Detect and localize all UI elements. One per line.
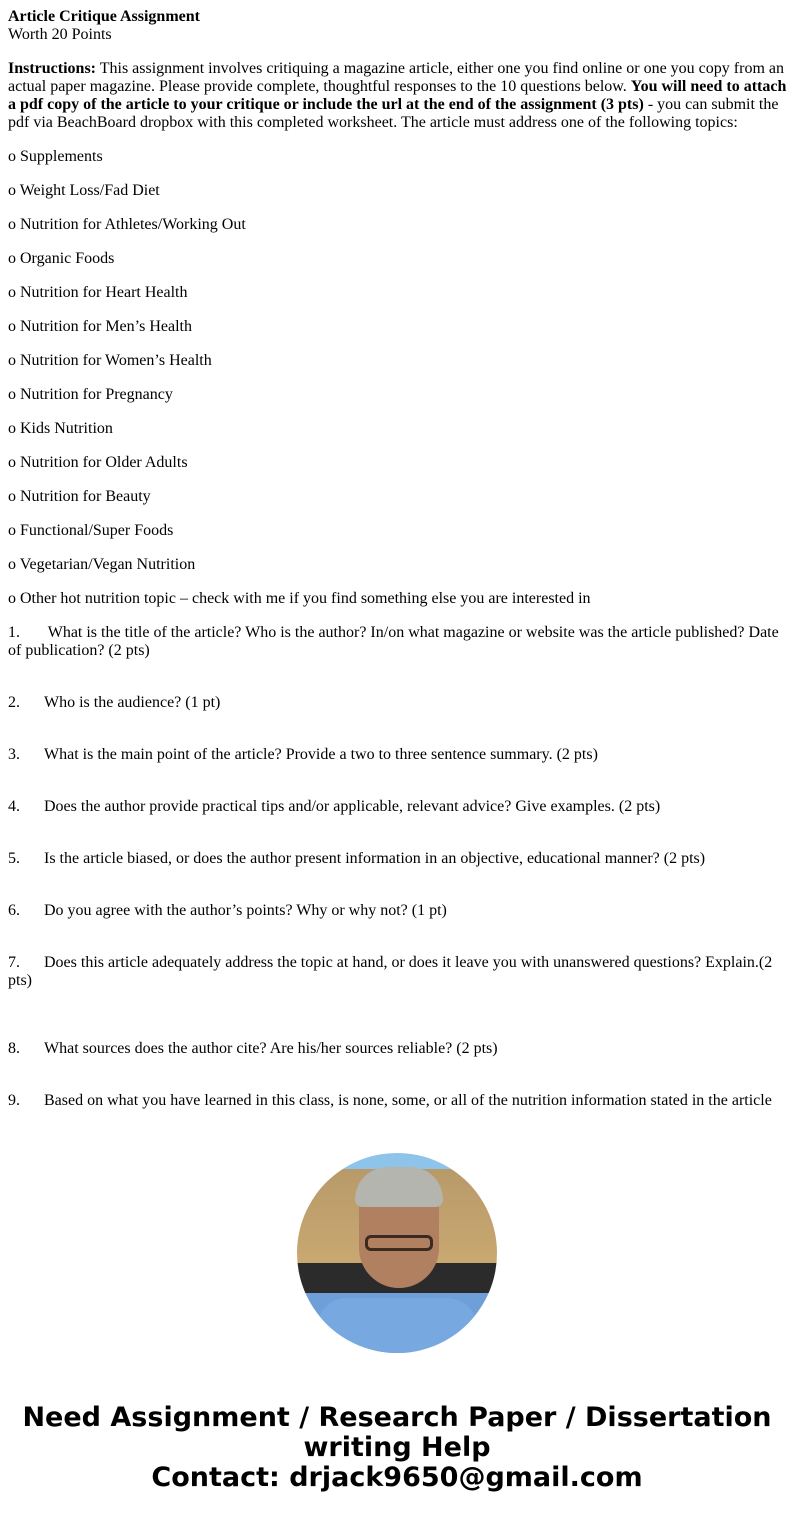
question-number: 1.	[8, 624, 20, 641]
question-item	[8, 798, 788, 816]
document-worth: Worth 20 Points	[8, 26, 112, 43]
instructions-label: Instructions:	[8, 60, 97, 77]
contact-banner	[0, 1403, 794, 1493]
question-number: 8.	[8, 1040, 20, 1057]
topic-item: o Nutrition for Pregnancy	[8, 386, 173, 403]
question-item	[8, 1040, 788, 1058]
avatar-shirt	[317, 1298, 477, 1353]
question-number: 2.	[8, 694, 20, 711]
topic-item: o Nutrition for Heart Health	[8, 284, 188, 301]
topic-item: o Nutrition for Men’s Health	[8, 318, 192, 335]
question-list	[8, 624, 788, 1110]
question-item	[8, 694, 788, 712]
topic-item: o Organic Foods	[8, 250, 115, 267]
banner-headline: Need Assignment / Research Paper / Dissertation writing Help	[22, 1402, 772, 1463]
question-text: What is the main point of the article? Provide a two to three sentence summary. (2 pts)	[44, 746, 598, 763]
topic-item: o Nutrition for Athletes/Working Out	[8, 216, 246, 233]
question-number: 7.	[8, 954, 20, 971]
instructions-text-end: - you can submit the pdf via BeachBoard dropbox with this completed worksheet. The article must address one of the following topics:	[8, 96, 779, 131]
question-item	[8, 1092, 788, 1110]
instructions-text: This assignment involves critiquing a magazine article, either one you find online or one you copy from an actual paper magazine. Please provide complete, thoughtful responses to the 10 questions below.	[8, 60, 784, 95]
avatar-glasses	[365, 1235, 433, 1251]
question-text: Based on what you have learned in this class, is none, some, or all of the nutrition information stated in the article	[44, 1092, 772, 1109]
question-text: Do you agree with the author’s points? Why or why not? (1 pt)	[44, 902, 447, 919]
topic-item: o Nutrition for Beauty	[8, 488, 151, 505]
topic-item: o Functional/Super Foods	[8, 522, 174, 539]
question-item	[8, 954, 788, 990]
question-number: 3.	[8, 746, 20, 763]
question-text: Does this article adequately address the topic at hand, or does it leave you with unanswered questions? Explain.(2 pts)	[8, 954, 773, 989]
question-item	[8, 746, 788, 764]
question-number: 4.	[8, 798, 20, 815]
question-number: 9.	[8, 1092, 20, 1109]
question-text: Does the author provide practical tips and/or applicable, relevant advice? Give examples. (2 pts)	[44, 798, 661, 815]
topic-item: o Supplements	[8, 148, 103, 165]
avatar-hair	[355, 1167, 443, 1207]
question-number: 5.	[8, 850, 20, 867]
topic-item: o Kids Nutrition	[8, 420, 113, 437]
topic-item: o Other hot nutrition topic – check with me if you find something else you are interested in	[8, 590, 591, 607]
document-header	[8, 8, 788, 44]
question-text: What sources does the author cite? Are his/her sources reliable? (2 pts)	[44, 1040, 498, 1057]
topic-item: o Vegetarian/Vegan Nutrition	[8, 556, 196, 573]
question-item	[8, 850, 788, 868]
question-text: Who is the audience? (1 pt)	[44, 694, 221, 711]
author-avatar	[297, 1153, 497, 1353]
topic-item: o Nutrition for Older Adults	[8, 454, 188, 471]
instructions-bold: You will need to attach a pdf copy of the article to your critique or include the url at the end of the assignment (3 pts)	[8, 78, 787, 113]
document-title: Article Critique Assignment	[8, 8, 200, 25]
question-item	[8, 902, 788, 920]
banner-contact: Contact: drjack9650@gmail.com	[151, 1462, 643, 1493]
topic-item: o Weight Loss/Fad Diet	[8, 182, 160, 199]
question-text: What is the title of the article? Who is the author? In/on what magazine or website was the article published? Date of publication? (2 pts)	[8, 624, 779, 659]
question-item	[8, 624, 788, 660]
question-text: Is the article biased, or does the author present information in an objective, educational manner? (2 pts)	[44, 850, 706, 867]
question-number: 6.	[8, 902, 20, 919]
document-preview	[8, 8, 788, 1122]
topic-list	[8, 148, 788, 608]
topic-item: o Nutrition for Women’s Health	[8, 352, 212, 369]
instructions-paragraph	[8, 60, 788, 132]
